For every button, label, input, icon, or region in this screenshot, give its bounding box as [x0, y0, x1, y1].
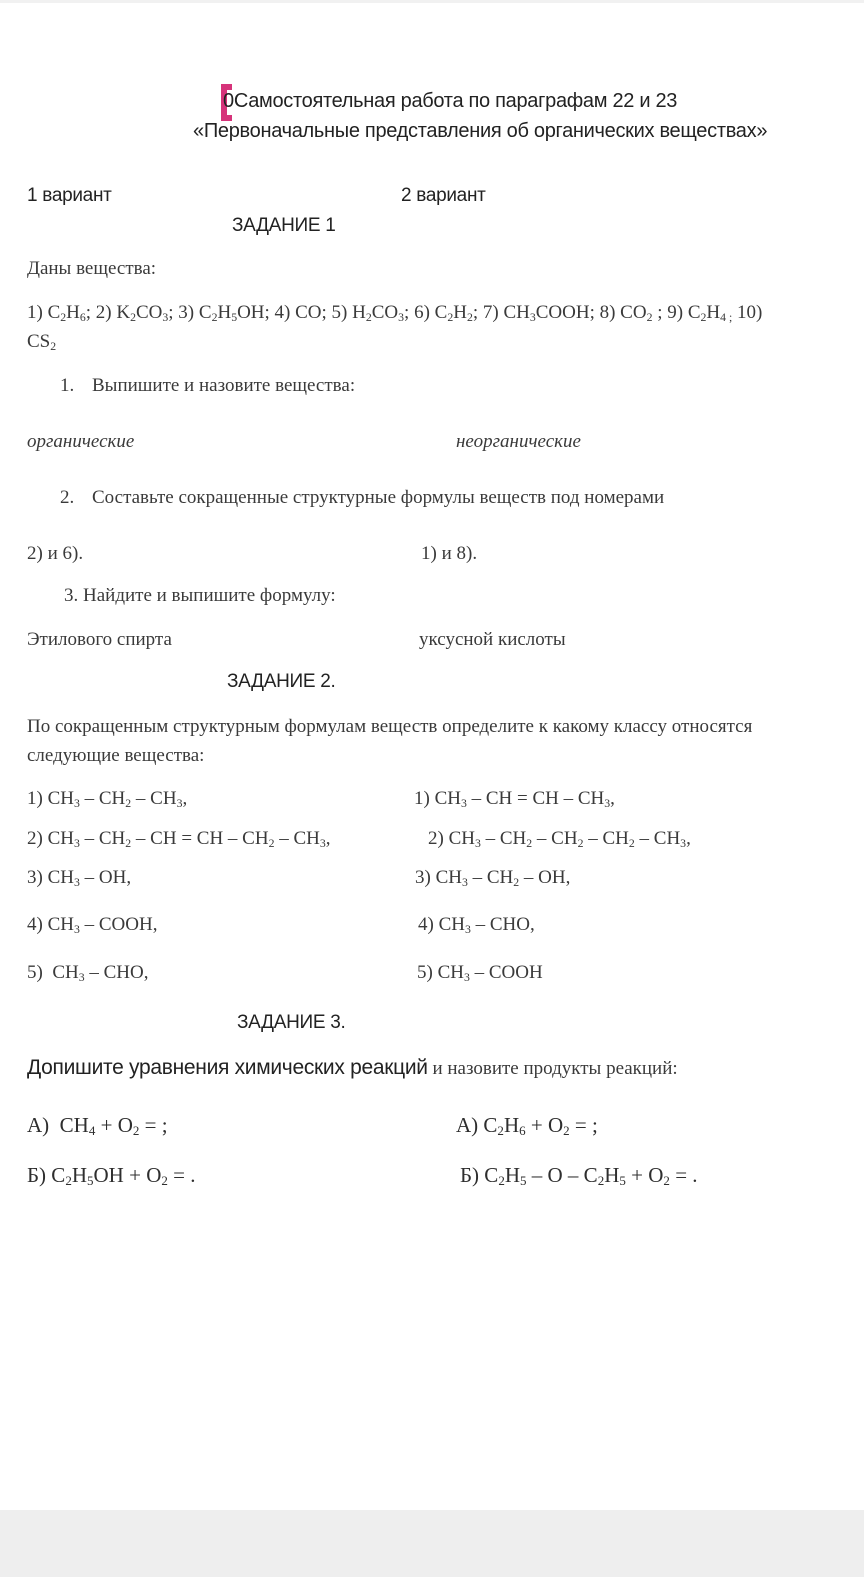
- task2-v1-item5: 5) $CH_3$ – CHO,: [27, 962, 149, 984]
- bottom-gray-area: [0, 1510, 864, 1577]
- task1-q2-variant2: 1) и 8).: [421, 543, 478, 564]
- task3-v1-reaction-a: А) $CH_4 + O_2$ = ;: [27, 1113, 168, 1138]
- task2-v1-item4: 4) $CH_3$ – COOH,: [27, 914, 158, 936]
- task1-q3-text: 3. Найдите и выпишите формулу:: [64, 585, 336, 606]
- task1-q2-text: Составьте сокращенные структурные формулы веществ под номерами: [92, 487, 665, 508]
- organic-column-label: органические: [27, 431, 135, 452]
- task1-q2-variant1: 2) и 6).: [27, 543, 84, 564]
- task2-intro-line2: следующие вещества:: [27, 745, 205, 766]
- task1-q3-variant1: Этилового спирта: [27, 629, 172, 650]
- inorganic-column-label: неорганические: [456, 431, 581, 452]
- task3-v2-reaction-a: А) $C_2H_6 + O_2$ = ;: [456, 1113, 598, 1138]
- task3-heading: ЗАДАНИЕ 3.: [237, 1012, 346, 1033]
- task1-given: Даны вещества:: [27, 258, 157, 279]
- task1-q1-number: 1.: [60, 375, 75, 396]
- document-title: 0Самостоятельная работа по параграфам 22 и 23: [223, 90, 678, 112]
- task1-substances-line1: 1) $C_2H_6$; 2) $K_2CO_3$; 3) $C_2H_5OH$; 4) CO; 5) $H_2CO_3$; 6) $C_2H_2$; 7) $CH_3COOH$; 8) $CO_2$ ; 9) $C_2H_{4 ;}$ 10): [27, 302, 763, 324]
- task3-v1-reaction-b: Б) $C_2H_5OH + O_2$ = .: [27, 1163, 196, 1188]
- task1-q2-number: 2.: [60, 487, 75, 508]
- task2-v2-item5: 5) $CH_3$ – COOH: [417, 962, 543, 984]
- task3-v2-reaction-b: Б) $C_2H_5 - O - C_2H_5 + O_2$ = .: [460, 1163, 698, 1188]
- task1-q3-variant2: уксусной кислоты: [419, 629, 566, 650]
- variant-1-label: 1 вариант: [27, 185, 112, 206]
- task2-heading: ЗАДАНИЕ 2.: [227, 671, 336, 692]
- task2-v2-item2: 2) $CH_3 - CH_2 - CH_2 - CH_2 - CH_3$,: [428, 828, 691, 850]
- task2-v2-item3: 3) $CH_3 - CH_2$ – OH,: [415, 867, 571, 889]
- variant-2-label: 2 вариант: [401, 185, 486, 206]
- task2-intro-line1: По сокращенным структурным формулам веществ определите к какому классу относятся: [27, 716, 753, 737]
- task2-v2-item4: 4) $CH_3$ – CHO,: [418, 914, 535, 936]
- task3-intro: Допишите уравнения химических реакций и назовите продукты реакций:: [27, 1056, 678, 1079]
- task1-q1-text: Выпишите и назовите вещества:: [92, 375, 356, 396]
- task2-v1-item2: 2) $CH_3 - CH_2$ – CH = CH – $CH_2 - CH_3$,: [27, 828, 331, 850]
- task1-substances-line2: $CS_2$: [27, 331, 57, 353]
- task1-heading: ЗАДАНИЕ 1: [232, 215, 336, 236]
- task2-v1-item1: 1) $CH_3 - CH_2 - CH_3$,: [27, 788, 188, 810]
- task2-v1-item3: 3) $CH_3$ – OH,: [27, 867, 132, 889]
- task2-v2-item1: 1) $CH_3$ – CH = CH – $CH_3$,: [414, 788, 615, 810]
- document-subtitle: «Первоначальные представления об органических веществах»: [193, 120, 768, 142]
